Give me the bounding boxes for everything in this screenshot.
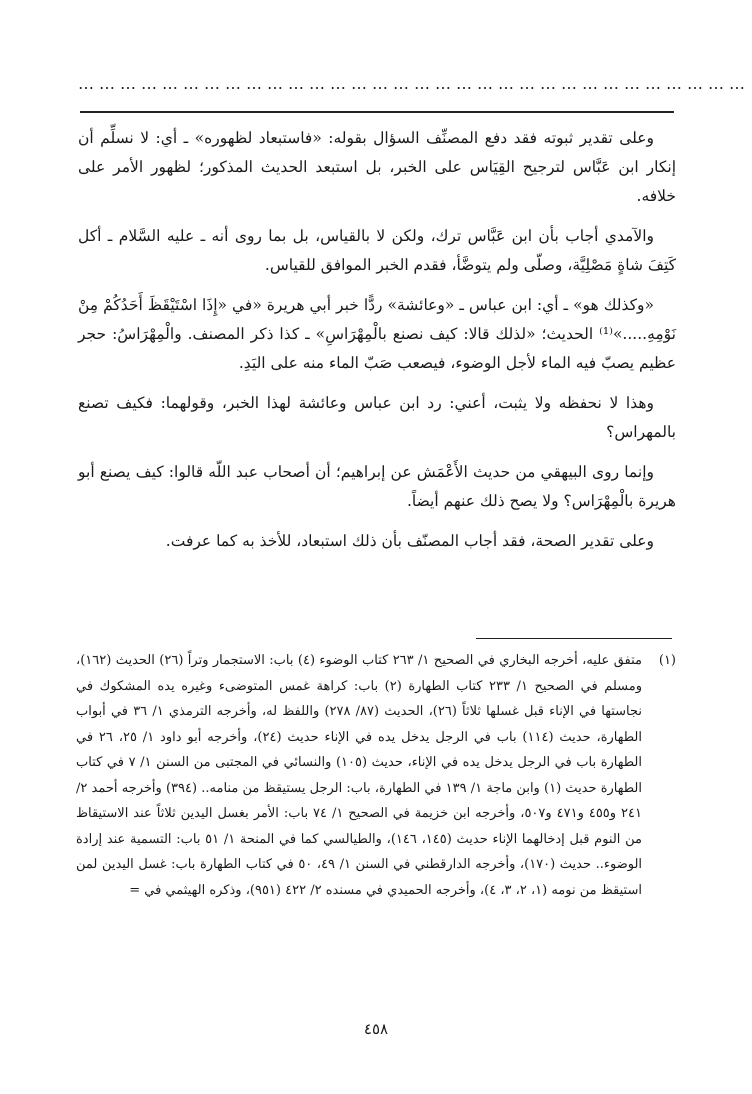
paragraph: والآمدي أجاب بأن ابن عَبَّاس ترك، ولكن لا بالقياس، بل بما روى أنه ـ عليه السَّلام ـ أكل كَتِفَ شاةٍ مَصْلِيَّة، وصلّى ولم يتوضَّأ، فقدم الخبر الموافق للقياس. (78, 227, 676, 274)
footnote-separator (476, 638, 672, 639)
paragraph: وعلى تقدير ثبوته فقد دفع المصنِّف السؤال بقوله: «فاستبعاد لظهوره» ـ أي: لا نسلِّم أن إنكار ابن عَبَّاس لترجيح القِيَاس على الخبر، بل استبعد الحديث المذكور؛ لظهور الأمر على خلافه. (78, 129, 676, 205)
header-dotted-line: …………………………………………………………………………………… (78, 74, 750, 93)
footnotes (76, 648, 676, 903)
page-number: ٤٥٨ (363, 1020, 389, 1038)
header-rule (80, 111, 674, 113)
footnote-number: (١) (658, 653, 676, 668)
paragraph: «وكذلك هو» ـ أي: ابن عباس ـ «وعائشة» ردًّا خبر أبي هريرة «في «إِذَا اسْتَيْقَظَ أَحَدُكُمْ مِنْ نَوْمِهِ.....»⁽¹⁾ الحديث؛ «لذلك قالا: كيف نصنع بالْمِهْرَاسِ» ـ كذا ذكر المصنف. والْمِهْرَاسُ: حجر عظيم يصبّ فيه الماء لأجل الوضوء، فيصعب صَبّ الماء منه على اليَدِ. (78, 296, 676, 372)
paragraph: وعلى تقدير الصحة، فقد أجاب المصنّف بأن ذلك استبعاد، للأخذ به كما عرفت. (165, 532, 654, 550)
paragraph: وإنما روى البيهقي من حديث الأَعْمَش عن إبراهيم؛ أن أصحاب عبد اللّه قالوا: كيف يصنع أبو هريرة بالْمِهْرَاس؟ ولا يصح ذلك عنهم أيضاً. (78, 463, 676, 510)
paragraph: وهذا لا نحفظه ولا يثبت، أعني: رد ابن عباس وعائشة لهذا الخبر، وقولهما: فكيف تصنع بالمهراس؟ (78, 394, 676, 441)
footnote-text: متفق عليه، أخرجه البخاري في الصحيح ١/ ٢٦٣ كتاب الوضوء (٤) باب: الاستجمار وتراً (٢٦) الحديث (١٦٢)، ومسلم في الصحيح ١/ ٢٣٣ كتاب الطهارة (٢) باب: كراهة غمس المتوضىء وغيره يده المشكوك في نجاستها في الإناء قبل غسلها ثلاثاً (٢٦)، الحديث (٨٧/ ٢٧٨) واللفظ له، وأخرجه الترمذي ١/ ٣٦ في أبواب الطهارة، حديث (١١٤) باب في الرجل يدخل يده في الإناء حديث (٢٤)، وأخرجه أبو داود ١/ ٢٥، ٢٦ في الطهارة باب في الرجل يدخل يده في الإناء، حديث (١٠٥) والنسائي في المجتبى من السنن ١/ ٧ في كتاب الطهارة حديث (١) وابن ماجة ١/ ١٣٩ في الطهارة، باب: الرجل يستيقظ من منامه.. (٣٩٤) وأخرجه أحمد ٢/ ٢٤١ و٤٥٥ و٤٧١ و٥٠٧، وأخرجه ابن خزيمة في الصحيح ١/ ٧٤ باب: الأمر بغسل اليدين ثلاثاً عند الاستيقاظ من النوم قبل إدخالهما الإناء حديث (١٤٥، ١٤٦)، والطيالسي كما في المنحة ١/ ٥١ باب: التسمية عند إرادة الوضوء.. حديث (١٧٠)، وأخرجه الدارقطني في السنن ١/ ٤٩، ٥٠ في كتاب الطهارة باب: غسل اليدين لمن استيقظ من نومه (١، ٢، ٣، ٤)، وأخرجه الحميدي في مسنده ٢/ ٤٢٢ (٩٥١)، وذكره الهيثمي في = (76, 653, 643, 898)
main-text (78, 124, 676, 567)
footnote (76, 648, 676, 903)
